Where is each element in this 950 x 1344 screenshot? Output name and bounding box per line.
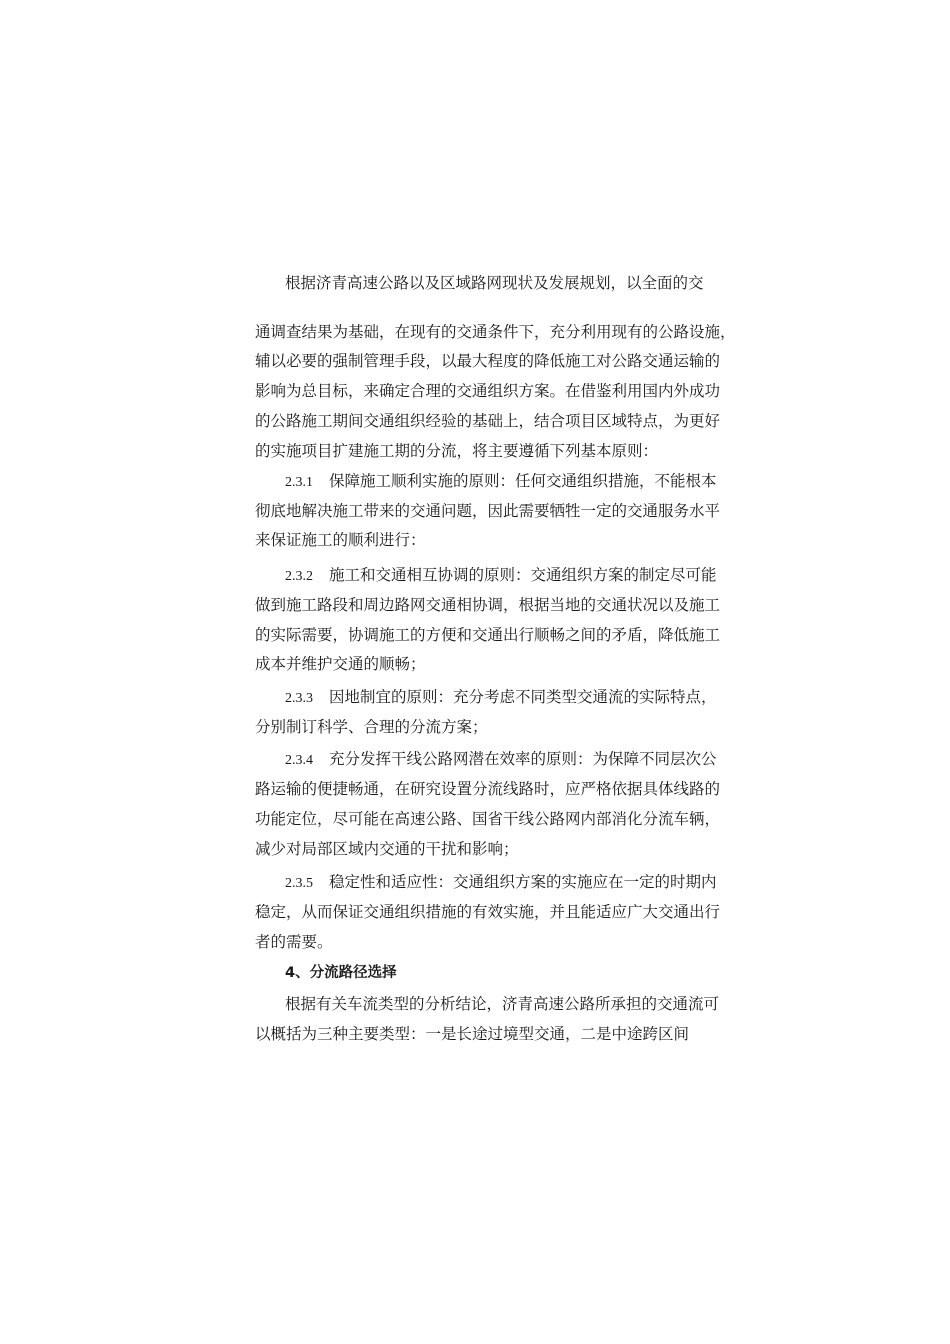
principle-number: 2.3.1 <box>285 475 313 490</box>
principle-line: 路运输的便捷畅通，在研究设置分流线路时，应严格依据具体线路的 <box>255 780 721 798</box>
principle-number: 2.3.5 <box>285 876 313 891</box>
principle-number: 2.3.2 <box>285 569 313 584</box>
principle-text: 保障施工顺利实施的原则：任何交通组织措施，不能根本 <box>329 472 717 490</box>
principle-line: 分别制订科学、合理的分流方案； <box>255 718 488 736</box>
principle-text: 因地制宜的原则：充分考虑不同类型交通流的实际特点， <box>329 688 717 706</box>
principle-2-3-5 <box>285 872 717 894</box>
intro-paragraph-line: 的实施项目扩建施工期的分流，将主要遵循下列基本原则： <box>255 442 659 460</box>
principle-2-3-4 <box>285 749 717 771</box>
principle-2-3-1 <box>285 471 717 493</box>
section-heading: 4、分流路径选择 <box>285 965 397 981</box>
principle-line: 彻底地解决施工带来的交通问题，因此需要牺牲一定的交通服务水平 <box>255 502 721 520</box>
intro-paragraph-line: 通调查结果为基础，在现有的交通条件下，充分利用现有的公路设施， <box>255 323 736 341</box>
principle-2-3-2 <box>285 565 717 587</box>
principle-text: 稳定性和适应性：交通组织方案的实施应在一定的时期内 <box>329 873 717 891</box>
principle-line: 减少对局部区域内交通的干扰和影响； <box>255 840 519 858</box>
principle-2-3-3 <box>285 687 717 709</box>
principle-number: 2.3.3 <box>285 691 313 706</box>
closing-paragraph-first-line: 根据有关车流类型的分析结论，济青高速公路所承担的交通流可 <box>285 995 720 1013</box>
principle-line: 来保证施工的顺利进行： <box>255 531 426 549</box>
principle-line: 功能定位，尽可能在高速公路、国省干线公路网内部消化分流车辆， <box>255 810 721 828</box>
principle-number: 2.3.4 <box>285 753 313 768</box>
intro-paragraph-first-line: 根据济青高速公路以及区域路网现状及发展规划，以全面的交 <box>285 274 704 292</box>
intro-paragraph-line: 的公路施工期间交通组织经验的基础上，结合项目区域特点，为更好 <box>255 412 721 430</box>
principle-line: 者的需要。 <box>255 933 333 951</box>
principle-line: 稳定，从而保证交通组织措施的有效实施，并且能适应广大交通出行 <box>255 903 721 921</box>
principle-text: 充分发挥干线公路网潜在效率的原则：为保障不同层次公 <box>329 750 717 768</box>
intro-paragraph-line: 影响为总目标，来确定合理的交通组织方案。在借鉴利用国内外成功 <box>255 382 721 400</box>
closing-paragraph-line: 以概括为三种主要类型：一是长途过境型交通，二是中途跨区间 <box>255 1025 690 1043</box>
principle-line: 做到施工路段和周边路网交通相协调，根据当地的交通状况以及施工 <box>255 596 721 614</box>
principle-line: 成本并维护交通的顺畅； <box>255 655 426 673</box>
principle-line: 的实际需要，协调施工的方便和交通出行顺畅之间的矛盾，降低施工 <box>255 626 721 644</box>
principle-text: 施工和交通相互协调的原则：交通组织方案的制定尽可能 <box>329 566 717 584</box>
intro-paragraph-line: 辅以必要的强制管理手段，以最大程度的降低施工对公路交通运输的 <box>255 352 721 370</box>
